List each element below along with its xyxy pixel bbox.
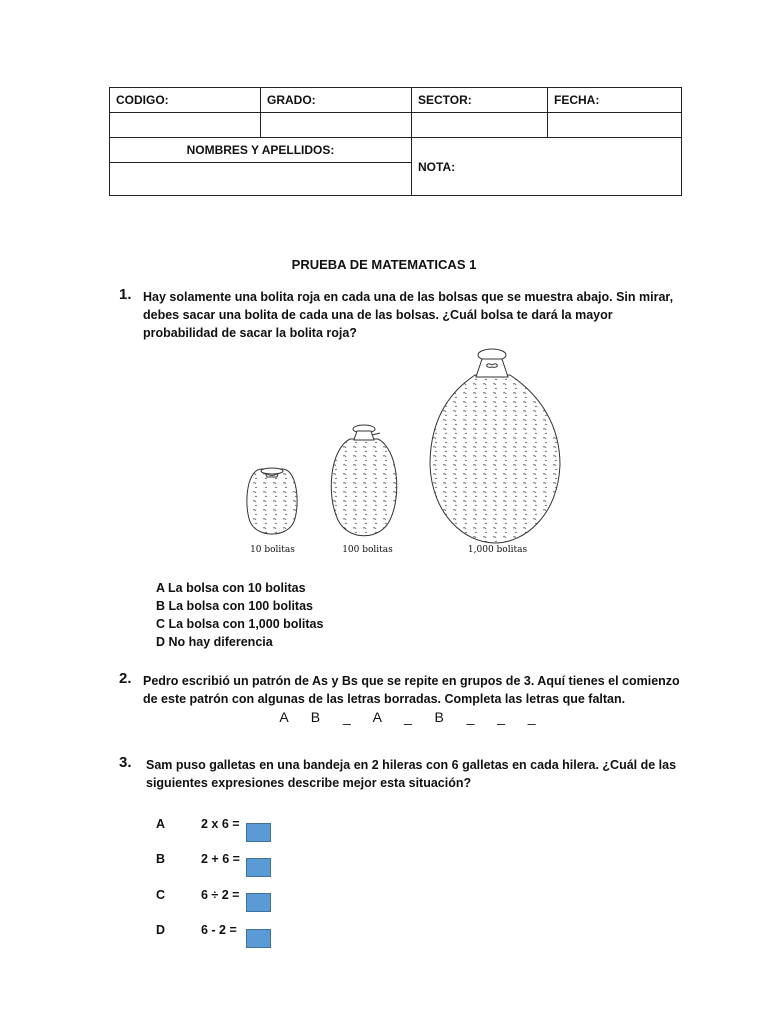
q3-option-c-letter: C xyxy=(156,888,166,902)
q1-options xyxy=(156,579,323,651)
q2-number: 2. xyxy=(119,670,132,687)
q3-text: Sam puso galletas en una bandeja en 2 hileras con 6 galletas en cada hilera. ¿Cuál de las siguientes expresiones describe mejor esta situación? xyxy=(146,758,677,790)
q3-option-d-answer-box[interactable] xyxy=(246,929,271,948)
page-title: PRUEBA DE MATEMATICAS 1 xyxy=(291,257,477,272)
nota-label: NOTA: xyxy=(412,138,682,196)
bag-small-icon xyxy=(247,468,297,534)
q2-text: Pedro escribió un patrón de As y Bs que se repite en grupos de 3. Aquí tienes el comienzo de este patrón con algunas de las letras borradas. Completa las letras que faltan. xyxy=(143,674,680,706)
q3-number: 3. xyxy=(119,754,132,771)
fecha-field[interactable] xyxy=(548,113,682,138)
student-info-table xyxy=(109,87,682,196)
q3-option-b-letter: B xyxy=(156,852,166,866)
q3-option-a-letter: A xyxy=(156,817,166,831)
q3-option-a-expr: 2 x 6 = xyxy=(201,817,240,831)
q1-option-c[interactable]: C La bolsa con 1,000 bolitas xyxy=(156,617,324,631)
sector-field[interactable] xyxy=(412,113,548,138)
grado-label: GRADO: xyxy=(261,88,412,113)
q3-option-b-answer-box[interactable] xyxy=(246,858,271,877)
nombres-label: NOMBRES Y APELLIDOS: xyxy=(110,138,412,163)
bag-medium-icon xyxy=(331,425,397,536)
q1-option-a[interactable]: A La bolsa con 10 bolitas xyxy=(156,581,306,595)
q3-option-c-expr: 6 ÷ 2 = xyxy=(201,888,240,902)
q3-option-d-expr: 6 - 2 = xyxy=(201,923,237,937)
bags-illustration xyxy=(240,345,580,545)
q1-option-d[interactable]: D No hay diferencia xyxy=(156,635,273,649)
bag-medium-label: 100 bolitas xyxy=(342,545,393,555)
bag-large-label: 1,000 bolitas xyxy=(467,545,528,555)
q3-option-d-letter: D xyxy=(156,923,166,937)
q3-option-b-expr: 2 + 6 = xyxy=(201,852,240,866)
grado-field[interactable] xyxy=(261,113,412,138)
nombres-field[interactable] xyxy=(110,163,412,196)
q2-pattern: A B _ A _ B _ _ _ xyxy=(279,709,537,725)
sector-label: SECTOR: xyxy=(412,88,548,113)
q3-option-a-answer-box[interactable] xyxy=(246,823,271,842)
fecha-label: FECHA: xyxy=(548,88,682,113)
codigo-field[interactable] xyxy=(110,113,261,138)
bag-small-label: 10 bolitas xyxy=(250,545,295,555)
q1-option-b[interactable]: B La bolsa con 100 bolitas xyxy=(156,599,313,613)
codigo-label: CODIGO: xyxy=(110,88,261,113)
q1-text: Hay solamente una bolita roja en cada una de las bolsas que se muestra abajo. Sin mirar, debes sacar una bolita de cada una de las bolsas. ¿Cuál bolsa te dará la mayor probabilidad de sacar la bolita roja? xyxy=(143,290,674,340)
q1-number: 1. xyxy=(119,286,132,303)
q3-option-c-answer-box[interactable] xyxy=(246,893,271,912)
bag-large-icon xyxy=(430,349,560,543)
